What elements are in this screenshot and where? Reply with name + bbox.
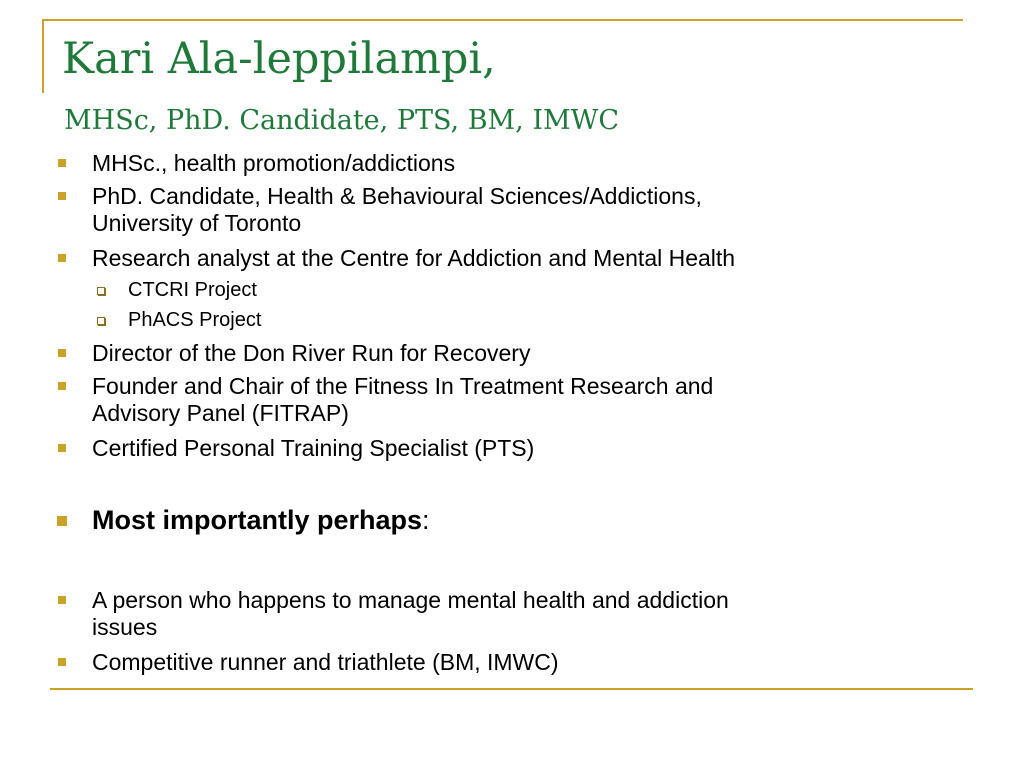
square-bullet-icon [58, 596, 66, 604]
list-item: PhD. Candidate, Health & Behavioural Sciences/Addictions, [92, 183, 702, 209]
list-item-continuation: issues [92, 614, 158, 640]
slide-subtitle: MHSc, PhD. Candidate, PTS, BM, IMWC [64, 105, 620, 136]
list-item: Competitive runner and triathlete (BM, IMWC) [92, 649, 559, 675]
square-bullet-icon [58, 382, 66, 390]
square-bullet-icon [58, 159, 66, 167]
list-item-emphasis [92, 504, 922, 536]
list-item: A person who happens to manage mental health and addiction [92, 587, 729, 613]
bottom-rule [50, 688, 973, 690]
list-item-continuation: Advisory Panel (FITRAP) [92, 400, 349, 426]
square-bullet-icon [58, 192, 66, 200]
list-item: Certified Personal Training Specialist (PTS) [92, 435, 535, 461]
sub-list-item: PhACS Project [128, 309, 262, 331]
square-bullet-icon [58, 254, 66, 262]
list-item: Founder and Chair of the Fitness In Treatment Research and [92, 373, 714, 399]
list-item: Director of the Don River Run for Recovery [92, 340, 531, 366]
emphasis-colon: : [422, 505, 430, 535]
square-bullet-icon [58, 349, 66, 357]
hollow-square-bullet-icon [97, 287, 105, 295]
sub-list-item: CTCRI Project [128, 279, 257, 301]
hollow-square-bullet-icon [97, 317, 105, 325]
square-bullet-icon [58, 658, 66, 666]
square-bullet-icon [57, 516, 67, 526]
list-item: MHSc., health promotion/addictions [92, 150, 456, 176]
slide-title: Kari Ala-leppilampi, [62, 34, 496, 84]
square-bullet-icon [58, 444, 66, 452]
emphasis-text: Most importantly perhaps [92, 505, 423, 535]
list-item-continuation: University of Toronto [92, 210, 302, 236]
list-item: Research analyst at the Centre for Addiction and Mental Health [92, 245, 736, 271]
